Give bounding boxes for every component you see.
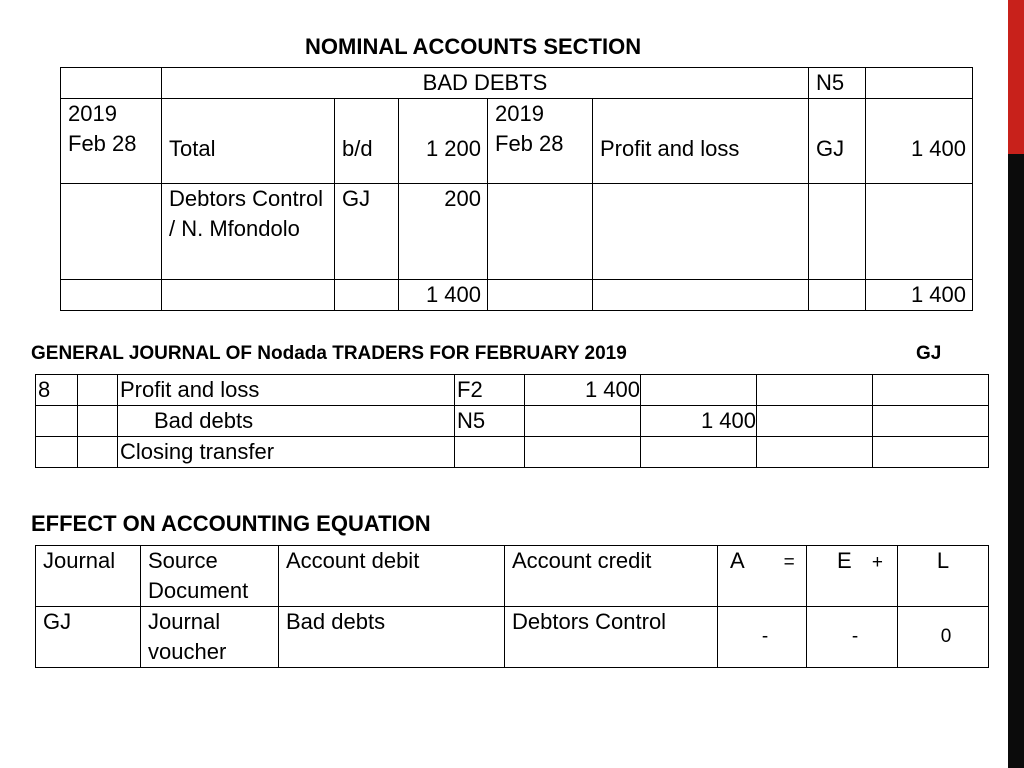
ledger-account-name: BAD DEBTS	[162, 68, 809, 99]
eq-row-e: -	[807, 607, 898, 668]
journal-day-2	[36, 406, 78, 437]
total-blank-2	[162, 280, 335, 311]
journal-credit-3	[641, 437, 757, 468]
credit-details-2	[593, 184, 809, 280]
journal-folio-1: F2	[455, 375, 525, 406]
eq-row-a: -	[718, 607, 807, 668]
eq-header-l: L	[898, 546, 989, 607]
eq-equals-sign: =	[783, 552, 795, 573]
ledger-header-blank	[61, 68, 162, 99]
eq-header-credit: Account credit	[505, 546, 718, 607]
eq-row-credit: Debtors Control	[505, 607, 718, 668]
journal-blank-1	[78, 375, 118, 406]
credit-date-2	[488, 184, 593, 280]
debit-details-1: Total	[162, 99, 335, 184]
accent-bar-red	[1008, 0, 1024, 154]
journal-folio-3	[455, 437, 525, 468]
journal-extra-3a	[757, 437, 873, 468]
debit-folio-1: b/d	[335, 99, 399, 184]
eq-header-source: Source Document	[141, 546, 279, 607]
journal-extra-2b	[873, 406, 989, 437]
debit-amount-1: 1 200	[399, 99, 488, 184]
debit-folio-2: GJ	[335, 184, 399, 280]
debit-details-2: Debtors Control / N. Mfondolo	[162, 184, 335, 280]
journal-folio-2: N5	[455, 406, 525, 437]
total-blank-1	[61, 280, 162, 311]
bad-debts-ledger-table	[60, 67, 973, 311]
journal-heading: GENERAL JOURNAL OF Nodada TRADERS FOR FEBRUARY 2019	[31, 343, 627, 364]
total-blank-4	[488, 280, 593, 311]
debit-amount-2: 200	[399, 184, 488, 280]
credit-amount-1: 1 400	[866, 99, 973, 184]
debit-date-1: 2019 Feb 28	[61, 99, 162, 184]
eq-row-l: 0	[898, 607, 989, 668]
credit-folio-1: GJ	[809, 99, 866, 184]
journal-day-1: 8	[36, 375, 78, 406]
eq-header-debit: Account debit	[279, 546, 505, 607]
journal-debit-1: 1 400	[525, 375, 641, 406]
eq-row-debit: Bad debts	[279, 607, 505, 668]
accounting-equation-table	[35, 545, 989, 668]
journal-details-3: Closing transfer	[118, 437, 455, 468]
journal-debit-2	[525, 406, 641, 437]
eq-label-e: E	[837, 548, 852, 573]
ledger-folio: N5	[809, 68, 866, 99]
journal-details-1: Profit and loss	[118, 375, 455, 406]
accent-bar-black	[1008, 154, 1024, 768]
credit-total: 1 400	[866, 280, 973, 311]
credit-folio-2	[809, 184, 866, 280]
nominal-heading: NOMINAL ACCOUNTS SECTION	[305, 34, 642, 59]
journal-blank-3	[78, 437, 118, 468]
journal-extra-1a	[757, 375, 873, 406]
debit-total: 1 400	[399, 280, 488, 311]
debit-date-2	[61, 184, 162, 280]
credit-amount-2	[866, 184, 973, 280]
total-blank-6	[809, 280, 866, 311]
journal-details-2: Bad debts	[118, 406, 455, 437]
equation-heading: EFFECT ON ACCOUNTING EQUATION	[31, 511, 431, 536]
journal-day-3	[36, 437, 78, 468]
credit-details-1: Profit and loss	[593, 99, 809, 184]
eq-plus-sign: +	[871, 552, 883, 573]
eq-row-journal: GJ	[36, 607, 141, 668]
eq-header-a	[718, 546, 807, 607]
eq-header-e	[807, 546, 898, 607]
eq-row-source: Journal voucher	[141, 607, 279, 668]
ledger-header-blank-right	[866, 68, 973, 99]
journal-label: GJ	[916, 343, 942, 364]
journal-credit-1	[641, 375, 757, 406]
journal-debit-3	[525, 437, 641, 468]
eq-label-a: A	[730, 548, 744, 573]
journal-credit-2: 1 400	[641, 406, 757, 437]
total-blank-3	[335, 280, 399, 311]
journal-blank-2	[78, 406, 118, 437]
eq-header-journal: Journal	[36, 546, 141, 607]
journal-extra-2a	[757, 406, 873, 437]
total-blank-5	[593, 280, 809, 311]
journal-extra-1b	[873, 375, 989, 406]
credit-date-1: 2019 Feb 28	[488, 99, 593, 184]
journal-extra-3b	[873, 437, 989, 468]
general-journal-table	[35, 374, 989, 468]
